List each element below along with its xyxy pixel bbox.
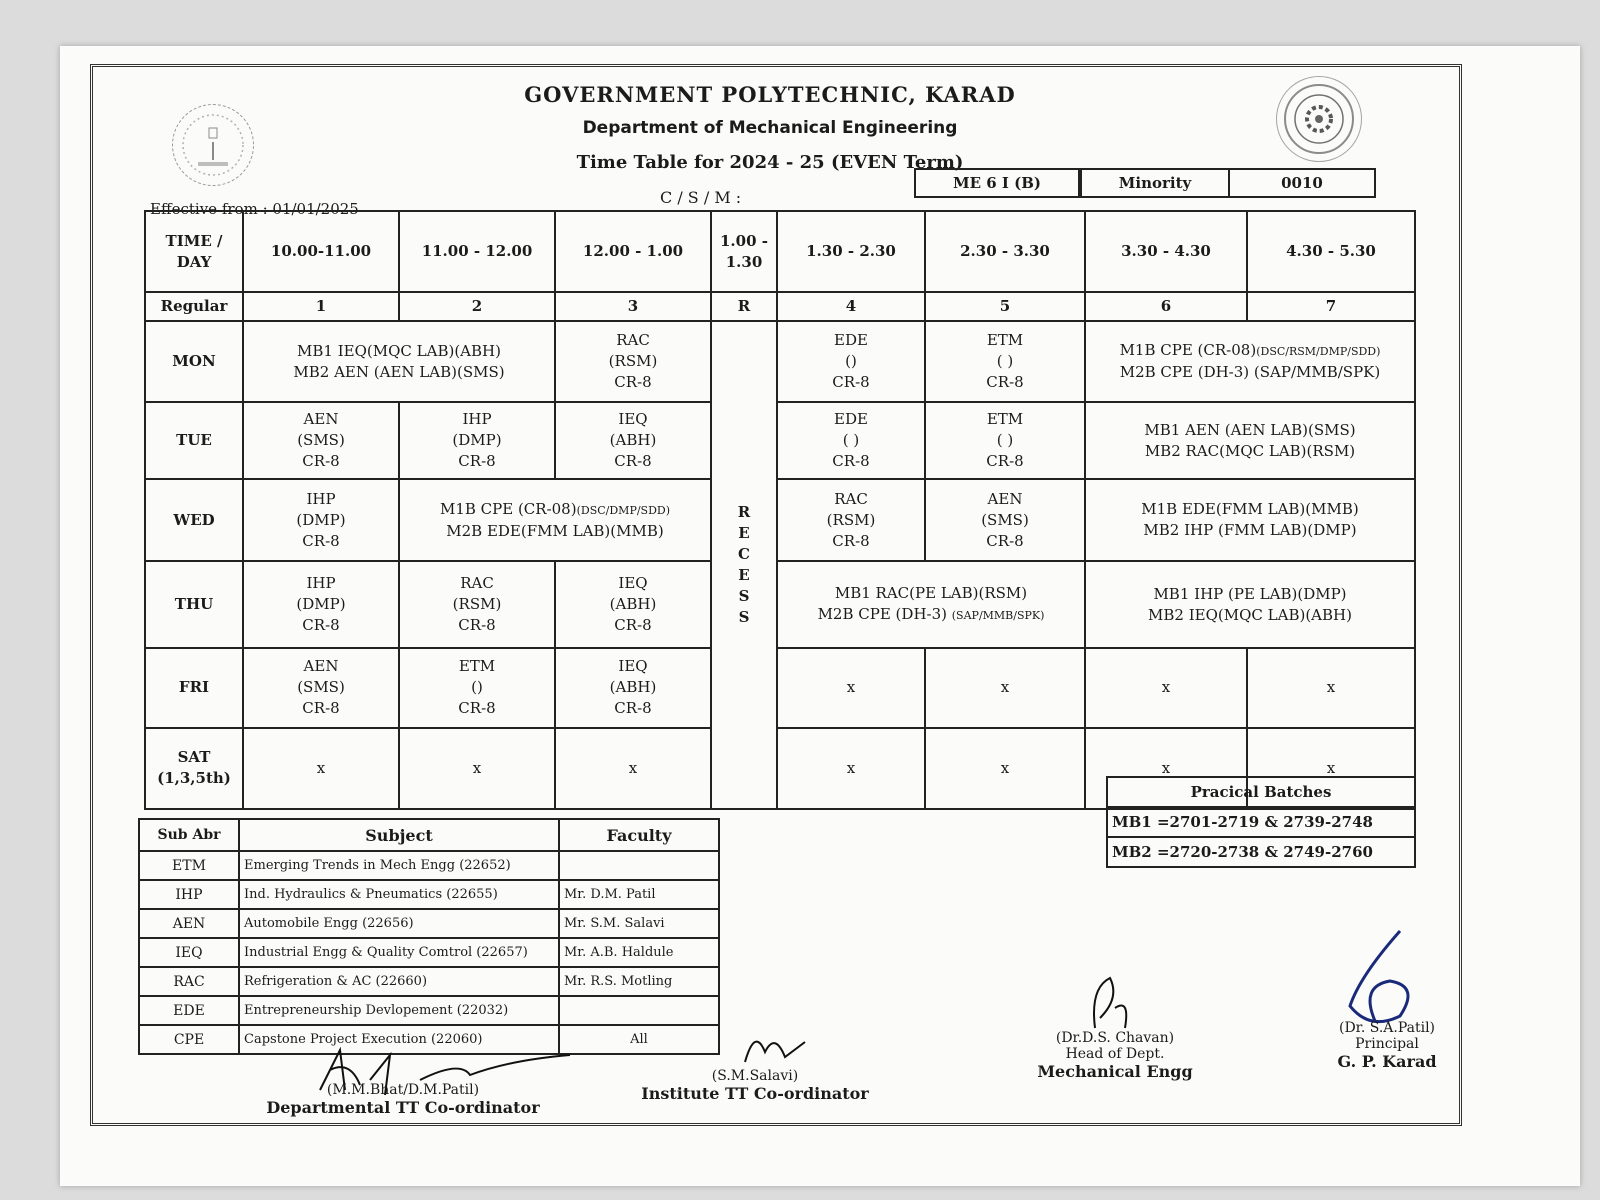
- signature-block-dept: [258, 1082, 548, 1117]
- period-number: 5: [925, 292, 1085, 320]
- empty-cell: x: [925, 648, 1085, 727]
- subject-abbr: AEN: [139, 909, 239, 938]
- signature-block-institute: [640, 1068, 870, 1103]
- time-slot: 1.30 - 2.30: [777, 211, 925, 292]
- cell-line: MB2 IEQ(MQC LAB)(ABH): [1148, 605, 1352, 624]
- recess-letter: S: [738, 607, 750, 626]
- cell-line: RAC: [460, 574, 494, 593]
- time-slot: 2.30 - 3.30: [925, 211, 1085, 292]
- cell-line: ETM: [986, 331, 1024, 349]
- empty-cell: x: [399, 728, 555, 809]
- table-row: [139, 851, 719, 880]
- cell-line: (ABH): [609, 678, 657, 697]
- signatory-role: Mechanical Engg: [1037, 1062, 1193, 1081]
- lecture-cell: [555, 561, 711, 648]
- lecture-cell: [243, 479, 399, 560]
- cell-line: (): [471, 678, 483, 697]
- day-label: WED: [145, 479, 243, 560]
- lecture-cell: [399, 561, 555, 648]
- subject-name: Refrigeration & AC (22660): [239, 967, 559, 996]
- signatory-role: G. P. Karad: [1337, 1052, 1437, 1071]
- lecture-cell: [925, 479, 1085, 560]
- cell-line: (DMP): [296, 510, 346, 529]
- empty-cell: x: [1085, 728, 1247, 809]
- recess-letter: R: [737, 502, 751, 521]
- subject-abbr: EDE: [139, 996, 239, 1025]
- cell-line: ( ): [842, 431, 860, 450]
- effective-date: Effective from : 01/01/2025: [150, 200, 359, 218]
- empty-cell: x: [925, 728, 1085, 809]
- empty-cell: x: [1247, 648, 1415, 727]
- cell-line: IEQ: [618, 410, 648, 429]
- cell-line: CR-8: [458, 452, 496, 471]
- gear-icon: [1281, 81, 1357, 157]
- cell-line: RAC: [834, 489, 868, 508]
- recess-letter: E: [738, 523, 750, 542]
- subject-name: Ind. Hydraulics & Pneumatics (22655): [239, 880, 559, 909]
- lecture-cell: [243, 648, 399, 727]
- lecture-cell: [777, 402, 925, 479]
- subject-abbr: IEQ: [139, 938, 239, 967]
- cell-line: CR-8: [614, 699, 652, 718]
- cell-line: ( ): [996, 352, 1014, 370]
- batch-header-row: [1107, 777, 1415, 807]
- subject-name: Capstone Project Execution (22060): [239, 1025, 559, 1054]
- cell-line: MB2 RAC(MQC LAB)(RSM): [1144, 441, 1356, 460]
- cell-line: AEN: [303, 657, 339, 676]
- cell-line: IHP: [306, 574, 336, 593]
- empty-cell: x: [1085, 648, 1247, 727]
- lecture-cell: [925, 321, 1085, 402]
- lab-cell: [1085, 479, 1415, 560]
- cell-line: CR-8: [458, 699, 496, 718]
- cell-line: (RSM): [608, 352, 658, 370]
- faculty-name: Mr. A.B. Haldule: [559, 938, 719, 967]
- col-header-subject: Subject: [239, 819, 559, 851]
- cell-line: ETM: [986, 410, 1024, 429]
- timetable-grid: [144, 210, 1416, 810]
- day-row-wed: [145, 479, 1415, 560]
- college-logo-left-image: [172, 104, 254, 186]
- faculty-name: [559, 996, 719, 1025]
- subject-abbr: RAC: [139, 967, 239, 996]
- period-number: 4: [777, 292, 925, 320]
- batch-mb1: MB1 =2701-2719 & 2739-2748: [1107, 807, 1415, 837]
- lecture-cell: [243, 321, 555, 402]
- subject-abbr: CPE: [139, 1025, 239, 1054]
- period-number: R: [711, 292, 777, 320]
- recess-column: [711, 321, 777, 809]
- cell-line: (ABH): [609, 595, 657, 614]
- lecture-cell: [243, 402, 399, 479]
- day-label: MON: [145, 321, 243, 402]
- period-number: 3: [555, 292, 711, 320]
- college-name: GOVERNMENT POLYTECHNIC, KARAD: [524, 82, 1016, 107]
- college-logo-right-image: [1276, 76, 1362, 162]
- day-row-thu: [145, 561, 1415, 648]
- signatory-role: Head of Dept.: [1065, 1046, 1165, 1062]
- subject-name: Automobile Engg (22656): [239, 909, 559, 938]
- lab-cell: [1085, 402, 1415, 479]
- day-name: SAT: [177, 748, 211, 767]
- timetable-title: Time Table for 2024 - 25 (EVEN Term): [576, 152, 964, 173]
- faculty-name: All: [559, 1025, 719, 1054]
- signature-institute-coordinator: [735, 1022, 815, 1072]
- col-header-abbr: Sub Abr: [139, 819, 239, 851]
- cell-line: CR-8: [614, 616, 652, 635]
- period-number: 6: [1085, 292, 1247, 320]
- emblem-icon: [178, 110, 248, 180]
- cell-text: M1B CPE (CR-08): [439, 499, 577, 518]
- cell-line: MB1 IHP (PE LAB)(DMP): [1153, 584, 1347, 603]
- empty-cell: x: [555, 728, 711, 809]
- cell-line: MB1 IEQ(MQC LAB)(ABH): [297, 341, 501, 360]
- signatory-name: (Dr. S.A.Patil): [1338, 1020, 1436, 1036]
- lab-cell: [1085, 561, 1415, 648]
- signatory-name: (S.M.Salavi): [711, 1068, 799, 1084]
- cell-line: (RSM): [452, 595, 502, 614]
- lab-cell: [399, 479, 711, 560]
- cell-line: CR-8: [302, 452, 340, 471]
- csm-label: C / S / M :: [660, 188, 742, 207]
- cell-line: CR-8: [614, 373, 652, 391]
- signatory-role: Principal: [1355, 1036, 1419, 1052]
- time-slot: 4.30 - 5.30: [1247, 211, 1415, 292]
- recess-letter: S: [738, 586, 750, 605]
- faculty-name: Mr. S.M. Salavi: [559, 909, 719, 938]
- signatory-role: Departmental TT Co-ordinator: [266, 1098, 540, 1117]
- time-header-row: [145, 211, 1415, 292]
- cell-line: M2B CPE (DH-3) (SAP/MMB/SPK): [1119, 363, 1381, 381]
- cell-line: RAC: [616, 331, 650, 349]
- cell-line: CR-8: [986, 452, 1024, 471]
- lecture-cell: [925, 402, 1085, 479]
- department-name: Department of Mechanical Engineering: [582, 118, 958, 138]
- lecture-cell: [555, 321, 711, 402]
- faculty-name: Mr. R.S. Motling: [559, 967, 719, 996]
- time-slot: 11.00 - 12.00: [399, 211, 555, 292]
- lab-cell: [777, 561, 1085, 648]
- signature-block-hod: [1035, 1030, 1195, 1081]
- cell-line: ETM: [458, 657, 496, 676]
- cell-line: M2B EDE(FMM LAB)(MMB): [446, 521, 664, 540]
- signatory-name: (Dr.D.S. Chavan): [1055, 1030, 1175, 1046]
- faculty-name: [559, 851, 719, 880]
- day-label: FRI: [145, 648, 243, 727]
- cell-line: CR-8: [832, 373, 870, 391]
- lecture-cell: [555, 402, 711, 479]
- cell-line: MB1 RAC(PE LAB)(RSM): [834, 584, 1028, 603]
- signatory-role: Institute TT Co-ordinator: [641, 1084, 869, 1103]
- cell-line: MB2 AEN (AEN LAB)(SMS): [293, 362, 505, 381]
- lecture-cell: [243, 561, 399, 648]
- day-row-mon: [145, 321, 1415, 402]
- table-row: [139, 909, 719, 938]
- cell-line: IHP: [306, 489, 336, 508]
- cell-line: [782, 604, 1080, 626]
- cell-line: (SMS): [297, 431, 345, 450]
- signature-hod: [1080, 968, 1140, 1034]
- table-row: [139, 967, 719, 996]
- table-row: [139, 880, 719, 909]
- class-code: ME 6 I (B): [914, 168, 1080, 198]
- cell-line: [404, 499, 706, 521]
- subject-abbr: IHP: [139, 880, 239, 909]
- batch-title: Pracical Batches: [1107, 777, 1415, 807]
- cell-line: IHP: [462, 410, 492, 429]
- recess-letter: E: [738, 565, 750, 584]
- day-note: (1,3,5th): [157, 769, 231, 788]
- cell-line: (DMP): [296, 595, 346, 614]
- batch-row: [1107, 837, 1415, 867]
- subject-table: [138, 818, 720, 1055]
- subject-table-header: [139, 819, 719, 851]
- subject-name: Entrepreneurship Devlopement (22032): [239, 996, 559, 1025]
- empty-cell: x: [777, 728, 925, 809]
- code-value: 0010: [1228, 168, 1376, 198]
- batch-mb2: MB2 =2720-2738 & 2749-2760: [1107, 837, 1415, 867]
- cell-line: (SMS): [981, 510, 1029, 529]
- cell-line: MB1 AEN (AEN LAB)(SMS): [1144, 420, 1356, 439]
- practical-batches-table: [1106, 776, 1416, 868]
- recess-letter: C: [738, 544, 750, 563]
- regular-label: Regular: [145, 292, 243, 320]
- lecture-cell: [777, 321, 925, 402]
- empty-cell: x: [777, 648, 925, 727]
- cell-line: [1090, 340, 1410, 362]
- time-day-label: TIME / DAY: [145, 211, 243, 292]
- signature-block-principal: [1322, 1020, 1452, 1071]
- subject-name: Emerging Trends in Mech Engg (22652): [239, 851, 559, 880]
- lecture-cell: [555, 648, 711, 727]
- empty-cell: x: [1247, 728, 1415, 809]
- cell-subtext: (DSC/RSM/DMP/SDD): [1256, 345, 1381, 358]
- cell-line: EDE: [834, 410, 868, 429]
- cell-line: CR-8: [302, 531, 340, 550]
- day-label: THU: [145, 561, 243, 648]
- day-label: TUE: [145, 402, 243, 479]
- day-row-tue: [145, 402, 1415, 479]
- cell-line: MB2 IHP (FMM LAB)(DMP): [1143, 521, 1357, 540]
- cell-line: (DMP): [452, 431, 502, 450]
- period-number: 1: [243, 292, 399, 320]
- cell-text: M2B CPE (DH-3): [817, 605, 947, 624]
- cell-subtext: (SAP/MMB/SPK): [951, 609, 1045, 623]
- day-row-fri: [145, 648, 1415, 727]
- lecture-cell: [399, 402, 555, 479]
- table-row: [139, 938, 719, 967]
- lab-cell: [1085, 321, 1415, 402]
- cell-line: IEQ: [618, 574, 648, 593]
- cell-line: (ABH): [609, 431, 657, 450]
- table-row: [139, 996, 719, 1025]
- time-slot: 12.00 - 1.00: [555, 211, 711, 292]
- time-slot: 1.00 - 1.30: [711, 211, 777, 292]
- day-label: [145, 728, 243, 809]
- cell-line: AEN: [987, 489, 1023, 508]
- cell-line: CR-8: [832, 531, 870, 550]
- cell-line: EDE: [834, 331, 868, 349]
- cell-line: CR-8: [302, 616, 340, 635]
- time-slot: 3.30 - 4.30: [1085, 211, 1247, 292]
- period-row: [145, 292, 1415, 320]
- cell-line: CR-8: [986, 531, 1024, 550]
- faculty-name: Mr. D.M. Patil: [559, 880, 719, 909]
- period-number: 7: [1247, 292, 1415, 320]
- time-slot: 10.00-11.00: [243, 211, 399, 292]
- cell-line: M1B EDE(FMM LAB)(MMB): [1141, 500, 1359, 519]
- cell-line: CR-8: [986, 373, 1024, 391]
- lecture-cell: [399, 648, 555, 727]
- period-number: 2: [399, 292, 555, 320]
- col-header-faculty: Faculty: [559, 819, 719, 851]
- subject-abbr: ETM: [139, 851, 239, 880]
- cell-line: CR-8: [832, 452, 870, 471]
- category-label: Minority: [1080, 168, 1230, 198]
- cell-subtext: (DSC/DMP/SDD): [576, 503, 671, 517]
- empty-cell: x: [243, 728, 399, 809]
- lecture-cell: [777, 479, 925, 560]
- cell-line: (): [845, 352, 857, 370]
- cell-line: CR-8: [458, 616, 496, 635]
- signatory-name: (M.M.Bhat/D.M.Patil): [326, 1082, 480, 1098]
- cell-line: CR-8: [614, 452, 652, 471]
- cell-line: (SMS): [297, 678, 345, 697]
- cell-line: CR-8: [302, 699, 340, 718]
- batch-row: [1107, 807, 1415, 837]
- cell-line: ( ): [996, 431, 1014, 450]
- cell-line: IEQ: [618, 657, 648, 676]
- cell-text: M1B CPE (CR-08): [1119, 341, 1257, 359]
- cell-line: (RSM): [826, 510, 876, 529]
- subject-name: Industrial Engg & Quality Comtrol (22657): [239, 938, 559, 967]
- cell-line: AEN: [303, 410, 339, 429]
